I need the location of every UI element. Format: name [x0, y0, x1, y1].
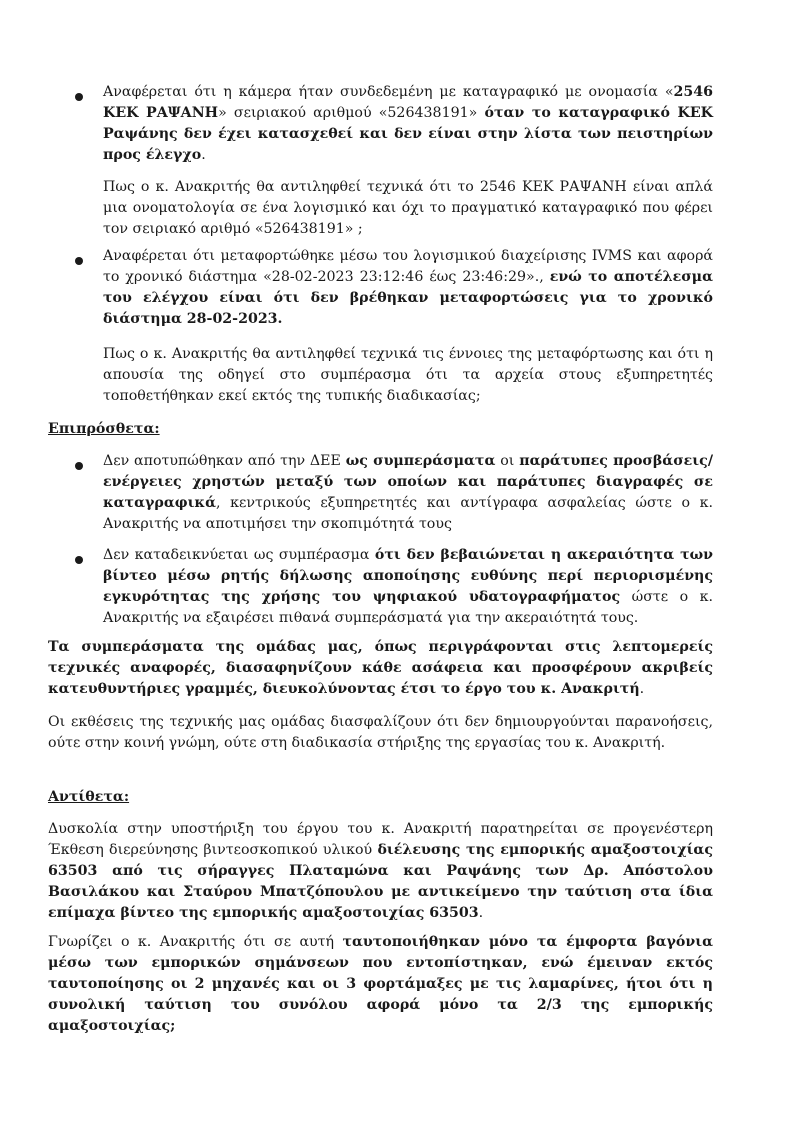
- text-run: Δεν αποτυπώθηκαν από την ΔΕΕ: [103, 453, 346, 469]
- bold-run: όταν το καταγραφικό ΚΕΚ Ραψάνης δεν έχει κατασχεθεί και δεν είναι στην λίστα των πειστηρίων προς έλεγχο: [103, 105, 714, 163]
- paragraph-team-reports: Οι εκθέσεις της τεχνικής μας ομάδας διασφαλίζουν ότι δεν δημιουργούνται παρανοήσεις, ούτε στην κοινή γνώμη, ούτε στη διαδικασία στήριξης της εργασίας του κ. Ανακριτή.: [48, 714, 713, 751]
- text-run: ώστε ο κ. Ανακριτής να εξαιρέσει πιθανά συμπεράσματά για την ακεραιότητά τους.: [103, 589, 713, 626]
- note-paragraph-naming: Πως ο κ. Ανακριτής θα αντιληφθεί τεχνικά ότι το 2546 ΚΕΚ ΡΑΨΑΝΗ είναι απλά μια ονοματολογία σε ένα λογισμικό και όχι το πραγματικό καταγραφικό που φέρει τον σειριακό αριθμό «526438191» ;: [103, 179, 713, 237]
- bullet-dot: [75, 257, 83, 265]
- bold-run: ως συμπεράσματα: [345, 453, 496, 469]
- bold-run: Τα συμπεράσματα της ομάδας μας, όπως περιγράφονται στις λεπτομερείς τεχνικές αναφορές, διασαφηνίζουν κάθε ασάφεια και προσφέρουν ακριβείς κατευθυντήριες γραμμές, διευκολύνοντας έτσι το έργο του κ. Ανακριτή: [48, 639, 713, 697]
- bold-run: ενώ το αποτέλεσμα του ελέγχου είναι ότι δεν βρέθηκαν μεταφορτώσεις για το χρονικό διάστημα 28-02-2023.: [103, 269, 713, 327]
- bullet-paragraph-camera-recorder: [103, 82, 713, 166]
- text-run: .: [201, 147, 206, 163]
- bold-run: διέλευσης της εμπορικής αμαξοστοιχίας 63503 από τις σήραγγες Πλαταμώνα και Ραψάνης των Δρ. Απόστολου Βασιλάκου και Σταύρου Μπατζόπουλου με αντικείμενο την ταύτιση στα ίδια επίμαχα βίντεο της εμπορικής αμαξοστοιχίας 63503: [48, 842, 713, 921]
- bullet-dot: [75, 93, 83, 101]
- paragraph-prior-report: [48, 819, 713, 924]
- paragraph-team-conclusions: [48, 637, 713, 700]
- bold-run: ταυτοποιήθηκαν μόνο τα έμφορτα βαγόνια μέσω των εμπορικών σημάνσεων που εντοπίστηκαν, ενώ έμειναν εκτός ταυτοποίησης οι 2 μηχανές και οι 3 φορτάμαξες με τις λαμαρίνες, ήτοι ότι η συνολική ταύτιση του συνόλου αφορά μόνο τα 2/3 της εμπορικής αμαξοστοιχίας;: [48, 934, 713, 1034]
- text-run: Αναφέρεται ότι η κάμερα ήταν συνδεδεμένη με καταγραφικό με ονομασία «: [103, 84, 674, 100]
- bullet-paragraph-upload: [103, 246, 713, 330]
- section-heading-contrary: Αντίθετα:: [48, 789, 130, 805]
- note-paragraph-upload-concept: Πως ο κ. Ανακριτής θα αντιληφθεί τεχνικά τις έννοιες της μεταφόρτωσης και ότι η απουσία της οδηγεί στο συμπέρασμα ότι τα αρχεία στους εξυπηρετητές τοποθετήθηκαν εκεί εκτός της τυπικής διαδικασίας;: [103, 346, 713, 404]
- text-run: » σειριακού αριθμού «526438191»: [218, 105, 485, 121]
- bullet-paragraph-video-integrity: [103, 545, 713, 629]
- bullet-dot: [75, 462, 83, 470]
- bold-run: 2546 ΚΕΚ ΡΑΨΑΝΗ: [103, 84, 713, 121]
- bold-run: ότι δεν βεβαιώνεται η ακεραιότητα των βίντεο μέσω ρητής δήλωσης αποποίησης ευθύνης περί περιορισμένης εγκυρότητας της χρήσης του ψηφιακού υδατογραφήματος: [103, 547, 713, 605]
- text-run: οι: [495, 453, 520, 469]
- bullet-paragraph-irregular-access: [103, 451, 713, 535]
- bullet-dot: [75, 556, 83, 564]
- text-run: Δυσκολία στην υποστήριξη του έργου του κ. Ανακριτή παρατηρείται σε προγενέστερη Έκθεση διερεύνησης βιντεοσκοπικού υλικού: [48, 821, 713, 858]
- text-run: Γνωρίζει ο κ. Ανακριτής ότι σε αυτή: [48, 934, 343, 950]
- text-run: .: [639, 681, 645, 697]
- text-run: Αναφέρεται ότι μεταφορτώθηκε μέσω του λογισμικού διαχείρισης IVMS και αφορά το χρονικό διάστημα «28-02-2023 23:12:46 έως 23:46:29».,: [103, 248, 713, 285]
- bold-run: παράτυπες προσβάσεις/ενέργειες χρηστών μεταξύ των οποίων και παράτυπες διαγραφές σε καταγραφικά: [103, 453, 713, 511]
- text-run: .: [478, 905, 484, 921]
- paragraph-identification: [48, 932, 713, 1037]
- text-run: , κεντρικούς εξυπηρετητές και αντίγραφα ασφαλείας ώστε ο κ. Ανακριτής να αποτιμήσει την σκοπιμότητά τους: [103, 495, 713, 532]
- text-run: Δεν καταδεικνύεται ως συμπέρασμα: [103, 547, 375, 563]
- section-heading-additionally: Επιπρόσθετα:: [48, 421, 160, 437]
